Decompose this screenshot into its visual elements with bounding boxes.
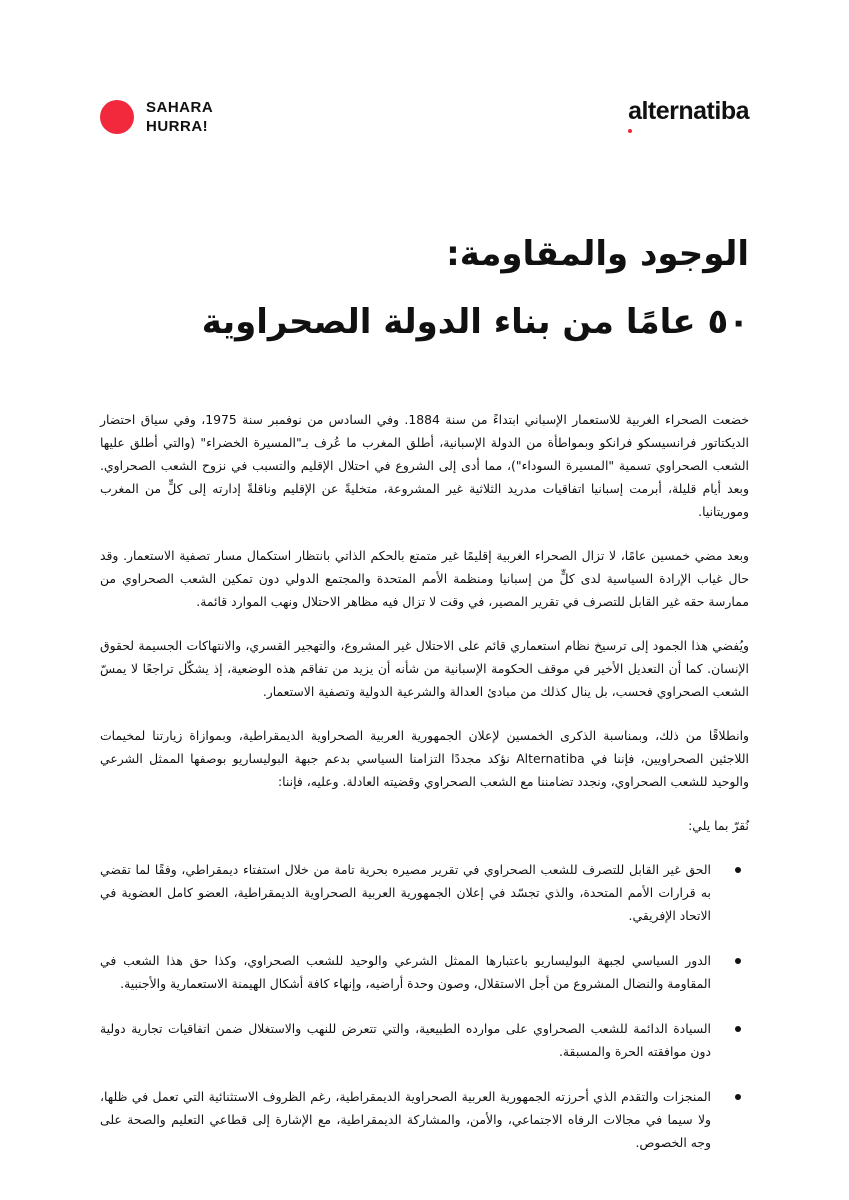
paragraph-history: خضعت الصحراء الغربية للاستعمار الإسباني ابتداءً من سنة 1884. وفي السادس من نوفمبر سنة 1975، وفي سياق احتضار الديكتاتور فرانسيسكو فرانكو وبمواطأة من الدولة الإسبانية، أطلق المغرب ما عُرف بـ"المسيرة الخضراء" (والتي أطلق عليها الشعب الصحراوي تسمية "المسيرة السوداء")، مما أدى إلى الشروع في احتلال الإقليم والتسبب في نزوح الشعب الصحراوي. وبعد أيام قليلة، أبرمت إسبانيا اتفاقيات مدريد الثلاثية غير المشروعة، متخليةً عن الإقليم وناقلةً إدارته إلى كلٍّ من المغرب وموريتانيا. — [100, 412, 750, 519]
alternatiba-logo — [628, 97, 749, 133]
red-dot-icon — [628, 129, 632, 133]
paragraph-current-status: وبعد مضي خمسين عامًا، لا تزال الصحراء الغربية إقليمًا غير متمتع بالحكم الذاتي بانتظار استكمال مسار تصفية الاستعمار. وقد حال غياب الإرادة السياسية لدى كلٍّ من إسبانيا ومنظمة الأمم المتحدة والمجتمع الدولي دون تمكين الشعب الصحراوي من ممارسة حقه غير القابل للتصرف في تقرير المصير، في وقت لا تزال فيه مظاهر الاحتلال ونهب الموارد قائمة. — [100, 548, 749, 609]
declaration-item: السيادة الدائمة للشعب الصحراوي على موارده الطبيعية، والتي تتعرض للنهب والاستغلال ضمن اتفاقيات تجارية دولية دون موافقته الحرة والمسبقة. — [100, 1017, 711, 1063]
sahara-hurra-logo — [100, 98, 213, 136]
paragraph-consequences: ويُفضي هذا الجمود إلى ترسيخ نظام استعماري قائم على الاحتلال غير المشروع، والتهجير القسري، والانتهاكات الجسيمة لحقوق الإنسان. كما أن التعديل الأخير في موقف الحكومة الإسبانية من شأنه أن يزيد من تفاقم هذه الوضعية، إذ يشكّل تراجعًا لا يمسّ الشعب الصحراوي فحسب، بل ينال كذلك من مبادئ العدالة والشرعية الدولية وتصفية الاستعمار. — [100, 638, 749, 699]
page-subtitle: ٥٠ عامًا من بناء الدولة الصحراوية — [201, 302, 749, 342]
declaration-item: الدور السياسي لجبهة البوليساريو باعتبارها الممثل الشرعي والوحيد للشعب الصحراوي، وكذا حق هذا الشعب في المقاومة والنضال المشروع من أجل الاستقلال، وصون وحدة أراضيه، وإنهاء كافة أشكال الهيمنة الاستعمارية والأجنبية. — [100, 949, 711, 995]
declaration-item: المنجزات والتقدم الذي أحرزته الجمهورية العربية الصحراوية الديمقراطية، رغم الظروف الاستثنائية التي تعمل في ظلها، ولا سيما في مجالات الرفاه الاجتماعي، والأمن، والمشاركة الديمقراطية، مع الإشارة إلى قطاعي التعليم والصحة على وجه الخصوص. — [100, 1085, 711, 1154]
sahara-hurra-wordmark — [146, 98, 213, 136]
document-body — [100, 230, 749, 1176]
declaration-item: الحق غير القابل للتصرف للشعب الصحراوي في تقرير مصيره بحرية تامة من خلال استفتاء ديمقراطي، وفقًا لما تقضي به قرارات الأمم المتحدة، والذي تجسّد في إعلان الجمهورية العربية الصحراوية الديمقراطية، العضو كامل العضوية في الاتحاد الإفريقي. — [100, 858, 711, 927]
alternatiba-wordmark: alternatiba — [628, 97, 749, 125]
red-circle-icon — [100, 100, 134, 134]
declaration-intro: نُقرّ بما يلي: — [688, 818, 749, 833]
sahara-word: SAHARA — [146, 99, 214, 116]
page-title: الوجود والمقاومة: — [446, 234, 749, 274]
declaration-list — [100, 858, 749, 1154]
hurra-word: HURRA! — [146, 118, 209, 135]
statement-text — [100, 408, 749, 1154]
paragraph-commitment: وانطلاقًا من ذلك، وبمناسبة الذكرى الخمسين لإعلان الجمهورية العربية الصحراوية الديمقراطية، وبموازاة زيارتنا لمخيمات اللاجئين الصحراويين، فإننا في Alternatiba نؤكد مجددًا التزامنا السياسي بدعم جبهة البوليساريو بوصفها الممثل الشرعي والوحيد للشعب الصحراوي، ونجدد تضامننا مع الشعب الصحراوي وقضيته العادلة. وعليه، فإننا: — [100, 728, 749, 789]
